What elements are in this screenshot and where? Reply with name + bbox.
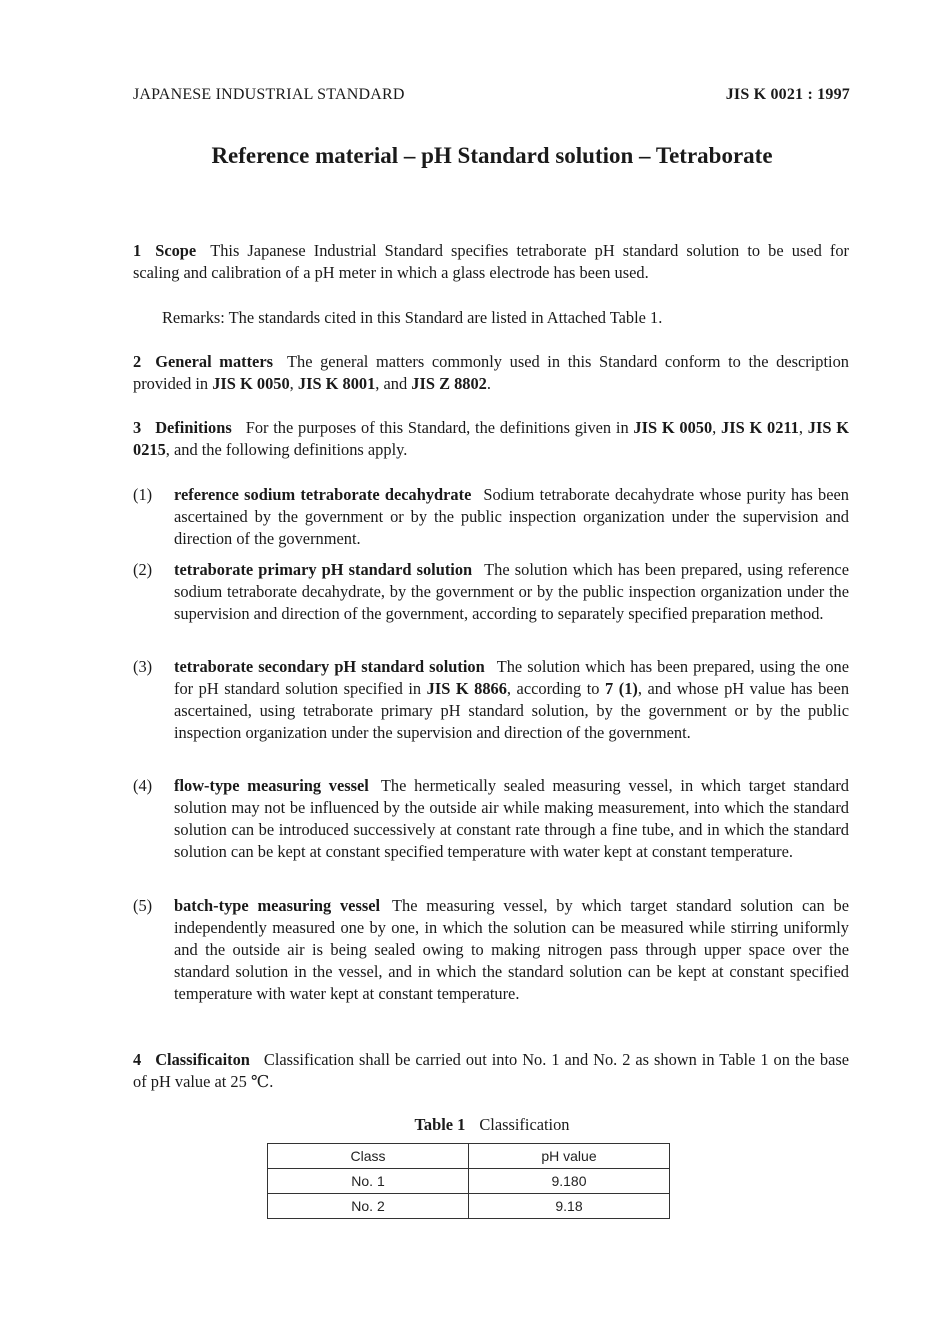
item-label: (2) [133,560,153,579]
section-classification [133,1049,849,1093]
standard-ref: JIS Z 8802 [411,374,487,393]
standard-org-header: JAPANESE INDUSTRIAL STANDARD [133,86,405,103]
standard-ref: JIS K 0211 [721,418,799,437]
separator: , [289,374,294,393]
column-header: Class [268,1144,469,1169]
column-header: pH value [469,1144,670,1169]
remarks-note: Remarks: The standards cited in this Standard are listed in Attached Table 1. [162,308,663,327]
page-title: Reference material – pH Standard solution – Tetraborate [211,143,773,168]
standard-ref: JIS K 0050 [633,418,713,437]
section-number: 3 [133,418,142,437]
section-number: 2 [133,352,142,371]
definition-text: The solution which has been prepared, using reference sodium tetraborate decahydrate, by the government or by the public inspection organization under the supervision and direction of the government, according to separately specified preparation method. [174,560,849,623]
definition-text: The hermetically sealed measuring vessel, in which target standard solution may not be influenced by the outside air while making measurement, into which the standard solution can be introduced successively at constant rate through a fine tube, and in which the standard solution can be kept at constant specified temperature with water kept at constant temperature. [174,776,850,861]
item-label: (5) [133,896,153,915]
table-title: Classification [479,1115,570,1134]
section-heading: Scope [155,241,197,260]
definition-item [133,559,849,625]
table-cell: No. 1 [268,1169,469,1194]
section-text: Classification shall be carried out into No. 1 and No. 2 as shown in Table 1 on the base of pH value at 25 ℃. [133,1050,849,1091]
definition-text: The solution which has been prepared, using the one for pH standard solution specified in [174,657,849,698]
section-text: For the purposes of this Standard, the definitions given in [245,418,629,437]
item-label: (3) [133,657,153,676]
definition-text: Sodium tetraborate decahydrate whose purity has been ascertained by the government or by the public inspection organization under the supervision and direction of the government. [174,485,849,548]
standard-ref: JIS K 8001 [297,374,376,393]
classification-table [267,1143,670,1219]
section-text: , and the following definitions apply. [165,440,408,459]
definition-term: batch-type measuring vessel [174,896,381,915]
definition-item [133,895,849,1005]
section-definitions [133,417,849,461]
table-label: Table 1 [414,1115,466,1134]
standard-ref: JIS K 0050 [212,374,290,393]
section-heading: Classificaiton [155,1050,250,1069]
item-label: (1) [133,485,153,504]
definition-term: tetraborate secondary pH standard solution [174,657,485,676]
definition-item [133,656,849,744]
definition-term: tetraborate primary pH standard solution [174,560,473,579]
definition-item [133,775,849,863]
item-label: (4) [133,776,153,795]
table-row [268,1194,670,1219]
table-caption [0,1115,950,1135]
separator: , and [375,374,408,393]
definition-text: , and whose pH value has been ascertained, using tetraborate primary pH standard solution, by the government or by the public inspection organization under the supervision and direction of the government. [174,679,850,742]
clause-ref: 7 (1) [605,679,638,698]
section-heading: Definitions [155,418,232,437]
separator: , [798,418,803,437]
table-header-row [268,1144,670,1169]
section-text: This Japanese Industrial Standard specifies tetraborate pH standard solution to be used for scaling and calibration of a pH meter in which a glass electrode has been used. [133,241,849,282]
table-row [268,1169,670,1194]
standard-number: JIS K 0021 : 1997 [725,86,850,103]
table-cell: No. 2 [268,1194,469,1219]
section-number: 1 [133,241,142,260]
definition-item [133,484,849,550]
section-scope [133,240,849,284]
separator: , [712,418,717,437]
definition-text: , according to [506,679,600,698]
section-heading: General matters [155,352,273,371]
section-text: The general matters commonly used in this Standard conform to the description provided in [133,352,849,393]
section-number: 4 [133,1050,142,1069]
definition-term: flow-type measuring vessel [174,776,369,795]
definition-term: reference sodium tetraborate decahydrate [174,485,472,504]
standard-ref: JIS K 8866 [426,679,507,698]
section-general-matters [133,351,849,395]
standard-ref: JIS K 0215 [133,418,849,459]
definition-text: The measuring vessel, by which target standard solution can be independently measured one by one, in which the solution can be measured while stirring uniformly and the outside air is being sealed owing to making nitrogen pass through upper space over the standard solution in the vessel, and in which the standard solution can be kept at constant specified temperature with water kept at constant temperature. [174,896,849,1003]
end-punct: . [486,374,491,393]
table-cell: 9.18 [469,1194,670,1219]
table-cell: 9.180 [469,1169,670,1194]
